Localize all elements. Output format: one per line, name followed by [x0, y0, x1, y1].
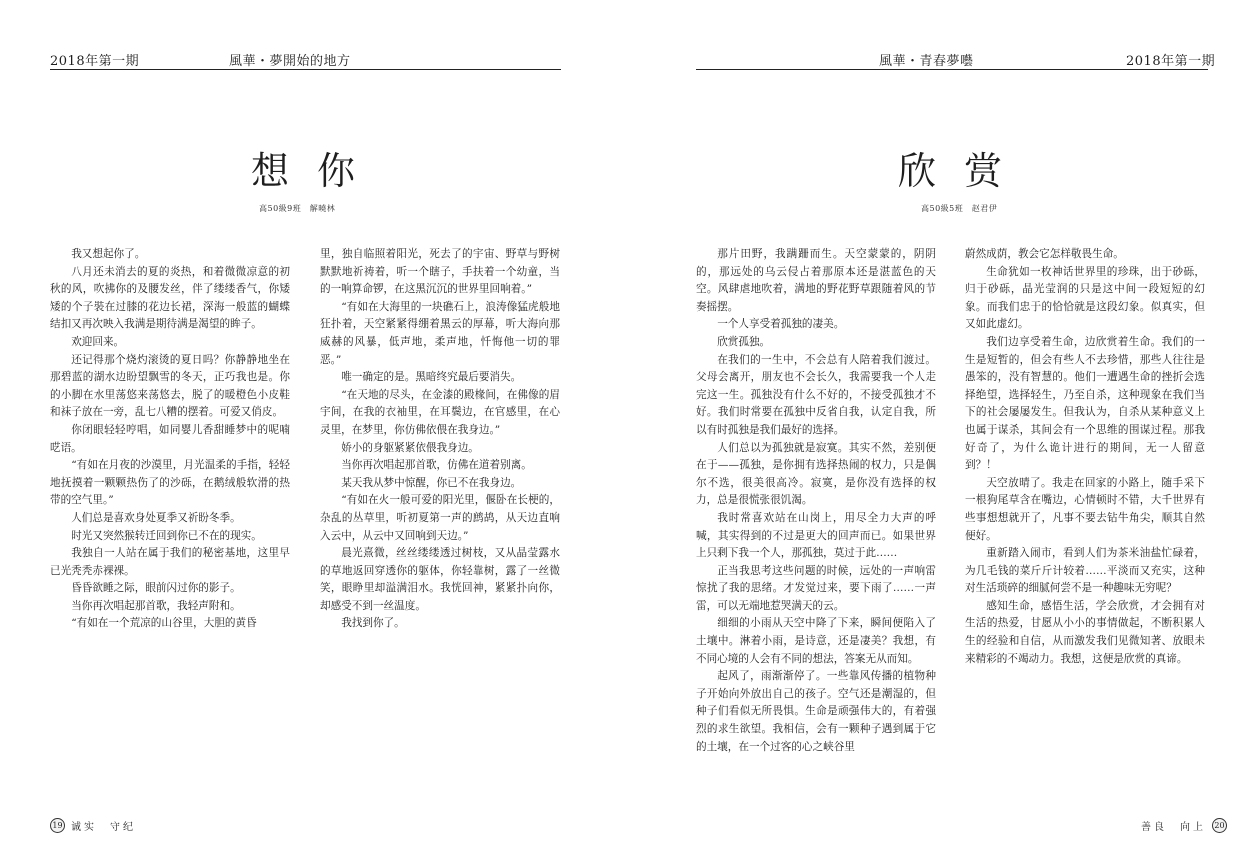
right-page-number: 20 — [1212, 818, 1227, 833]
paragraph: 晨光熹微，丝丝缕缕透过树枝，又从晶莹露水的草地返回穿透你的躯体，你轻靠树，露了一丝微笑，眼睁里却溢满泪水。我恍回神，紧紧扑向你，却感受不到一丝温度。 — [320, 547, 560, 612]
paragraph: 娇小的身躯紧紧依偎我身边。 — [341, 441, 479, 454]
paragraph: “在天地的尽头，在金漆的殿椽间，在佛像的眉宇间，在我的衣袖里，在耳鬓边，在官感里，在心灵里，在梦里，你仿佛依偎在我身边。” — [320, 388, 560, 436]
paragraph: 在我们的一生中，不会总有人陪着我们渡过。父母会离开，朋友也不会长久，我需要我一个人走完这一生。孤独没有什么不好的，不接受孤独才不好。我们时常要在孤独中反省自我，认定自我，所以有时孤独是我们最好的选择。 — [696, 353, 936, 436]
paragraph: 昏昏欲睡之际，眼前闪过你的影子。 — [71, 582, 241, 595]
left-header-rule — [50, 69, 561, 70]
paragraph: 当你再次唱起那首歌，仿佛在道着别离。 — [341, 459, 532, 472]
right-column-2 — [965, 246, 1205, 668]
paragraph: 正当我思考这些问题的时候，远处的一声响雷惊扰了我的思绪。才发觉过来，要下雨了……一声雷，可以无端地惹哭满天的云。 — [696, 564, 936, 612]
left-header-section: 風華・夢開始的地方 — [229, 54, 351, 69]
paragraph: 我独自一人站在属于我们的秘密基地，这里早已光秃秃赤裸裸。 — [50, 547, 290, 577]
paragraph: 里，独自临照着阳光，死去了的宇宙、野草与野树默默地祈祷着，听一个瞎子，手扶着一个幼童，当的一响算命锣，在这黑沉沉的世界里回响着。” — [320, 248, 560, 296]
paragraph: 时光又突然猴转迁回到你已不在的现实。 — [71, 529, 262, 542]
paragraph: “有如在火一般可爱的阳光里，偃卧在长梗的，杂乱的丛草里，听初夏第一声的鹧鸪，从天边直响入云中，从云中又回响到天边。” — [320, 494, 560, 542]
paragraph: 感知生命，感悟生活，学会欣赏，才会拥有对生活的热爱，甘愿从小小的事情做起，不断积累人生的经验和自信，从而激发我们见微知著、放眼未来精彩的不竭动力。我想，这便是欣赏的真谛。 — [965, 599, 1205, 665]
paragraph: “有如在月夜的沙漠里，月光温柔的手指，轻轻地抚摸着一颗颗热伤了的沙砾，在鹅绒般软滑的热带的空气里。” — [50, 459, 290, 507]
paragraph: 八月还未消去的夏的炎热，和着微微凉意的初秋的风，吹拂你的及腰发丝，伴了缕缕香气，你矮矮的个子裝在过膝的花边长裙，深海一般蓝的蝴蝶结扣又再次映入我满是期待满是渴望的眸子。 — [50, 265, 290, 331]
paragraph: 人们总以为孤独就是寂寞。其实不然，差别便在于——孤独，是你拥有选择热闹的权力，只是偶尔不选，很美很高冷。寂寞，是你没有选择的权力，总是很慌张很饥渴。 — [696, 441, 936, 507]
paragraph: 某天我从梦中惊醒，你已不在我身边。 — [341, 476, 522, 489]
right-header-rule — [696, 69, 1208, 70]
left-page-number: 19 — [50, 818, 65, 833]
right-footer-motto: 善良 向上 — [1141, 822, 1206, 833]
left-article-author: 高50級9班 解曉林 — [259, 204, 336, 213]
paragraph: 欢迎回来。 — [71, 335, 125, 348]
paragraph: 那片田野，我蹒跚而生。天空蒙蒙的，阴阴的，那远处的乌云侵占着那原本还是湛蓝色的天空。风肆虐地吹着，满地的野花野草跟随着风的节奏摇摆。 — [696, 248, 936, 313]
paragraph: 细细的小雨从天空中降了下来，瞬间便陷入了土壤中。淋着小雨，是诗意，还是凄美？我想，有不同心境的人会有不同的想法，答案无从而知。 — [696, 617, 936, 665]
right-footer — [1141, 818, 1227, 833]
paragraph: 蔚然成荫，教会它怎样敬畏生命。 — [965, 248, 1124, 260]
paragraph: 你闭眼轻轻哼唱，如同婴儿香甜睡梦中的呢喃呓语。 — [50, 423, 290, 454]
paragraph: 还记得那个烧灼滚烫的夏日吗？你静静地坐在那碧蓝的湖水边盼望飘雪的冬天，正巧我也是。你的小脚在水里荡悠来荡悠去，脱了的暖橙色小皮鞋和袜子放在一旁，乱七八糟的摆着。可爱又俏皮。 — [50, 353, 290, 419]
paragraph: 我又想起你了。 — [71, 248, 146, 260]
left-column-2 — [320, 246, 560, 633]
left-footer-motto: 诚实 守纪 — [71, 822, 136, 833]
paragraph: 生命犹如一枚神话世界里的珍珠，出于砂砾，归于砂砾，晶光莹润的只是这中间一段短短的幻象。而我们忠于的恰恰就是这段幻象。似真实，但又如此虚幻。 — [965, 265, 1205, 331]
paragraph: “有如在大海里的一块礁石上，浪涛像猛虎般地狂扑着，天空紧紧得绷着黑云的厚幕，听大海向那威赫的风暴，低声地，柔声地，忏悔他一切的罪恶。” — [320, 300, 560, 366]
right-article-title: 欣赏 — [898, 149, 1031, 193]
paragraph: 重新踏入闹市，看到人们为茶米油盐忙碌着，为几毛钱的菜斤斤计较着……平淡而又充实，这种对生活琐碎的细腻何尝不是一种趣味无穷呢？ — [965, 547, 1205, 595]
paragraph: 我们边享受着生命，边欣赏着生命。我们的一生是短暂的，但会有些人不去珍惜，那些人往往是愚笨的，没有智慧的。他们一遭遇生命的挫折会选择绝望，选择轻生，乃至自杀，这种现象在我们当下的社会屡屡发生。但我认为，自杀从某种意义上也属于谋杀，其间会有一个思维的围谋过程。那我好奇了，为什么诡计进行的期间，无一人留意到？！ — [965, 335, 1205, 472]
right-page — [629, 0, 1258, 860]
left-article-title: 想你 — [251, 149, 384, 193]
right-header-issue: 2018年第一期 — [1126, 54, 1216, 69]
paragraph: 人们总是喜欢身处夏季又祈盼冬季。 — [71, 511, 241, 524]
paragraph: 起风了，雨渐渐停了。一些靠风传播的植物种子开始向外放出自己的孩子。空气还是潮湿的，但种子们看似无所畏惧。生命是顽强伟大的，有着强烈的求生欲望。我相信，会有一颗种子遇到属于它的土壤，在一个过客的心之峡谷里 — [696, 670, 936, 753]
paragraph: 天空放晴了。我走在回家的小路上，随手采下一根狗尾草含在嘴边，心情顿时不错，大千世界有些事想想就开了，凡事不要去钻牛角尖，顺其自然便好。 — [965, 476, 1205, 542]
left-column-1 — [50, 246, 290, 633]
paragraph: 我时常喜欢站在山岗上，用尽全力大声的呼喊，其实得到的不过是更大的回声而已。如果世界上只剩下我一个人，那孤独，莫过于此…… — [696, 511, 936, 560]
right-header-section: 風華・青春夢囈 — [879, 54, 974, 69]
paragraph: 一个人享受着孤独的凄美。 — [717, 318, 845, 331]
left-header-issue: 2018年第一期 — [50, 54, 140, 69]
left-footer — [50, 818, 136, 833]
paragraph: 我找到你了。 — [341, 617, 405, 630]
paragraph: 唯一确定的是。黑暗终究最后要消失。 — [341, 371, 522, 384]
paragraph: 欣赏孤独。 — [717, 335, 771, 348]
paragraph: “有如在一个荒凉的山谷里，大胆的黄昏 — [71, 617, 257, 630]
paragraph: 当你再次唱起那首歌，我轻声附和。 — [71, 599, 241, 612]
right-article-author: 高50級5班 赵君伊 — [921, 204, 998, 213]
right-column-1 — [696, 246, 936, 756]
